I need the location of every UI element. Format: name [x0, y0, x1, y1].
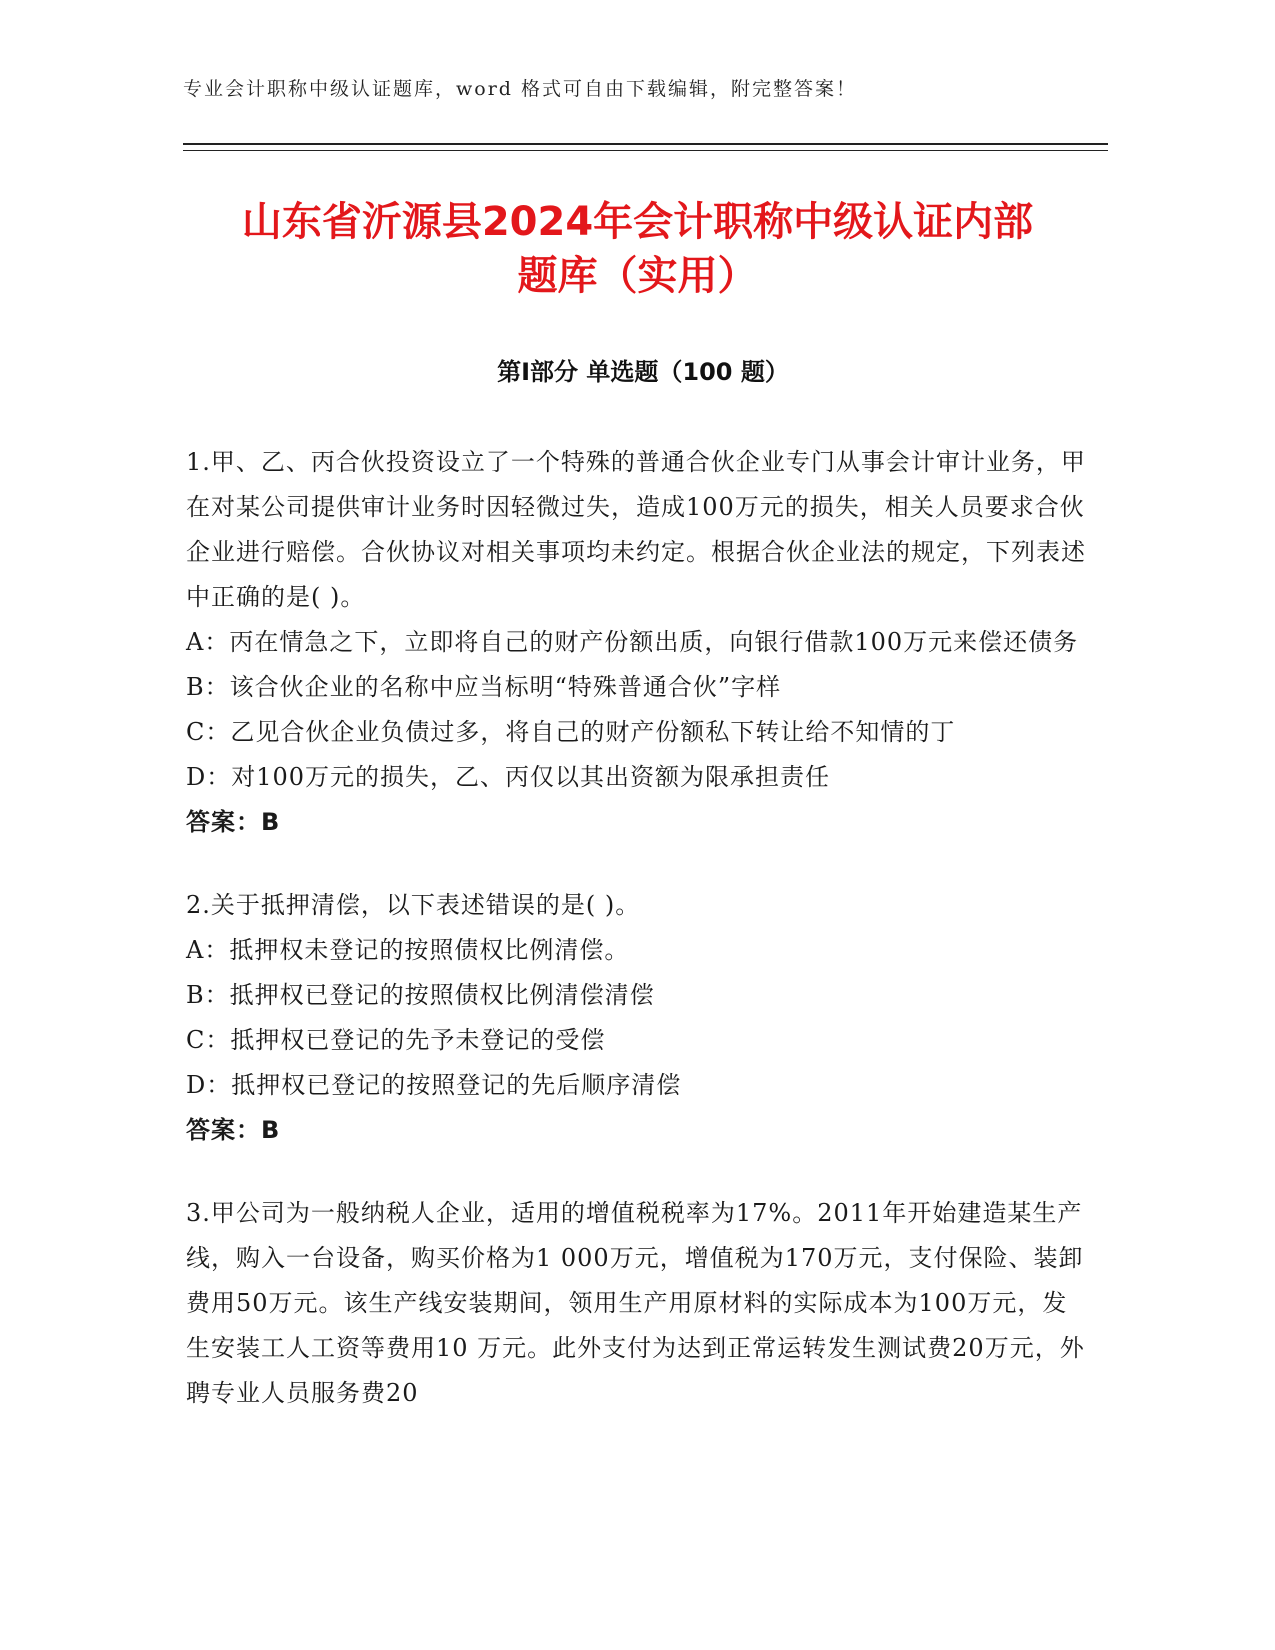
- option-b: B：抵押权已登记的按照债权比例清偿清偿: [186, 981, 655, 1009]
- option-d: D：对100万元的损失，乙、丙仅以其出资额为限承担责任: [186, 763, 831, 791]
- question-list: [186, 440, 1086, 1454]
- question-2: [186, 883, 1086, 1153]
- title-line-2: 题库（实用）: [517, 253, 758, 299]
- title-line-1: 山东省沂源县2024年会计职称中级认证内部: [241, 199, 1034, 245]
- page-header: 专业会计职称中级认证题库，word 格式可自由下载编辑，附完整答案！: [183, 78, 857, 100]
- question-1: [186, 440, 1086, 845]
- option-d: D：抵押权已登记的按照登记的先后顺序清偿: [186, 1071, 682, 1099]
- section-title: 第Ⅰ部分 单选题（100 题）: [497, 358, 789, 386]
- document-title: [150, 195, 1125, 303]
- question-3: [186, 1191, 1086, 1416]
- option-a: A：丙在情急之下，立即将自己的财产份额出质，向银行借款100万元来偿还债务: [186, 628, 1079, 656]
- question-stem: 2.关于抵押清偿，以下表述错误的是( )。: [186, 891, 641, 919]
- option-c: C：抵押权已登记的先予未登记的受偿: [186, 1026, 606, 1054]
- option-b: B：该合伙企业的名称中应当标明“特殊普通合伙”字样: [186, 673, 782, 701]
- answer: 答案：B: [186, 1116, 281, 1144]
- option-a: A：抵押权未登记的按照债权比例清偿。: [186, 936, 630, 964]
- option-c: C：乙见合伙企业负债过多，将自己的财产份额私下转让给不知情的丁: [186, 718, 956, 746]
- question-stem: 1.甲、乙、丙合伙投资设立了一个特殊的普通合伙企业专门从事会计审计业务，甲在对某公司提供审计业务时因轻微过失，造成100万元的损失，相关人员要求合伙企业进行赔偿。合伙协议对相关事项均未约定。根据合伙企业法的规定，下列表述中正确的是( )。: [186, 448, 1086, 611]
- header-divider: [183, 143, 1108, 151]
- answer: 答案：B: [186, 808, 281, 836]
- question-stem: 3.甲公司为一般纳税人企业，适用的增值税税率为17%。2011年开始建造某生产线，购入一台设备，购买价格为1 000万元，增值税为170万元，支付保险、装卸费用50万元。该生产线安装期间，领用生产用原材料的实际成本为100万元，发生安装工人工资等费用10 万元。此外支付为达到正常运转发生测试费20万元，外聘专业人员服务费20: [186, 1199, 1085, 1407]
